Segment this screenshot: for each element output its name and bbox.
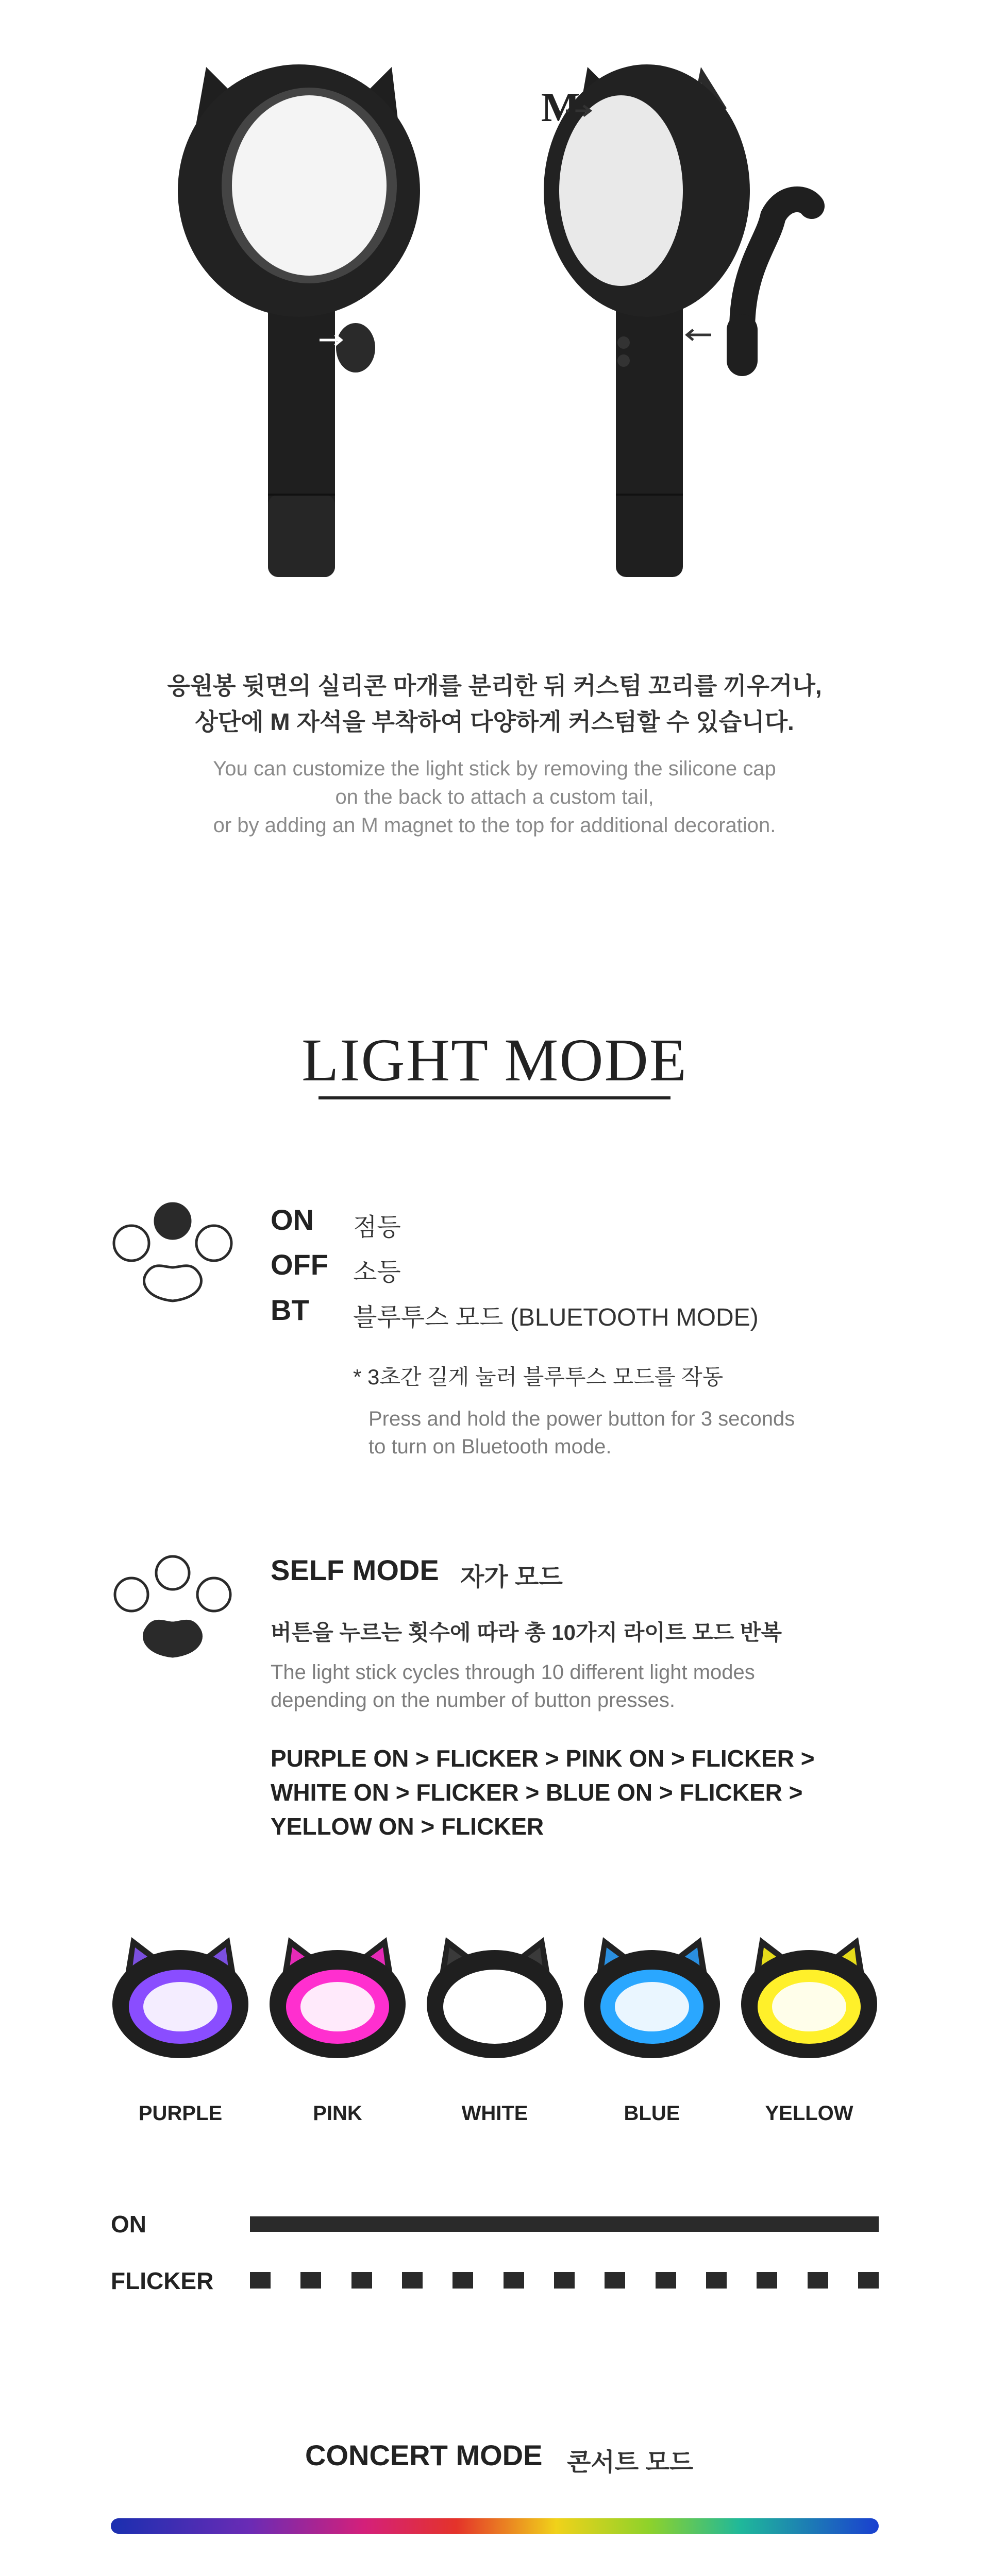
flicker-dash <box>351 2272 372 2289</box>
concert-gradient-bar <box>111 2518 879 2534</box>
light-mode-title: LIGHT MODE <box>301 1026 688 1094</box>
cat-head-white-image <box>423 1927 567 2066</box>
customize-caption-en-1: You can customize the light stick by removing the silicone cap <box>213 757 776 780</box>
color-variant-purple <box>108 1927 253 2133</box>
sequence-line-1: PURPLE ON > FLICKER > PINK ON > FLICKER > <box>271 1745 815 1772</box>
flicker-dash <box>757 2272 777 2289</box>
light-stick-front-image <box>178 64 420 577</box>
cat-head-blue-image <box>580 1927 724 2066</box>
mode-label-off: 소등 <box>353 1259 401 1286</box>
mode-key-bt: BT <box>271 1294 309 1326</box>
self-mode-title-ko: 자가 모드 <box>460 1564 563 1591</box>
flicker-dash <box>402 2272 423 2289</box>
flicker-dash <box>656 2272 676 2289</box>
legend-flicker-bar <box>250 2272 879 2289</box>
flicker-dash <box>808 2272 828 2289</box>
self-mode-desc-en-1: The light stick cycles through 10 different light modes <box>271 1661 755 1684</box>
sequence-line-3: YELLOW ON > FLICKER <box>271 1813 544 1840</box>
magnet-letter: M <box>541 85 580 130</box>
bt-note-en-1: Press and hold the power button for 3 seconds <box>368 1408 795 1430</box>
customize-caption-ko-1: 응원봉 뒷면의 실리콘 마개를 분리한 뒤 커스텀 꼬리를 끼우거나, <box>167 672 822 699</box>
cat-head-yellow-image <box>737 1927 881 2066</box>
customize-caption-en-3: or by adding an M magnet to the top for additional decoration. <box>213 814 776 837</box>
color-label-purple: PURPLE <box>138 2102 223 2125</box>
sequence-line-2: WHITE ON > FLICKER > BLUE ON > FLICKER > <box>271 1779 803 1806</box>
flicker-dash <box>858 2272 879 2289</box>
concert-mode-title-ko: 콘서트 모드 <box>567 2449 694 2476</box>
color-label-white: WHITE <box>461 2102 528 2125</box>
cat-head-pink-image <box>265 1927 410 2066</box>
flicker-dash <box>706 2272 727 2289</box>
color-variant-blue <box>580 1927 724 2133</box>
legend-on-label: ON <box>111 2211 146 2238</box>
legend-flicker-label: FLICKER <box>111 2267 214 2294</box>
paw-icon-self-mode <box>111 1553 234 1662</box>
flicker-dash <box>605 2272 625 2289</box>
flicker-dash <box>504 2272 524 2289</box>
self-mode-desc-ko: 버튼을 누르는 횟수에 따라 총 10가지 라이트 모드 반복 <box>271 1620 782 1645</box>
self-mode-title: SELF MODE <box>271 1554 439 1586</box>
product-illustration <box>0 0 989 592</box>
color-variant-pink <box>265 1927 410 2133</box>
color-label-yellow: YELLOW <box>765 2102 853 2125</box>
flicker-dash <box>250 2272 271 2289</box>
mode-key-off: OFF <box>271 1248 328 1281</box>
customize-caption-ko-2: 상단에 M 자석을 부착하여 다양하게 커스텀할 수 있습니다. <box>195 708 794 735</box>
mode-label-bt: 블루투스 모드 (BLUETOOTH MODE) <box>353 1304 759 1331</box>
color-variant-yellow <box>737 1927 881 2133</box>
light-stick-back-image <box>544 64 812 577</box>
color-variant-white <box>423 1927 567 2133</box>
self-mode-desc-en-2: depending on the number of button presses. <box>271 1689 675 1711</box>
mode-label-on: 점등 <box>353 1214 401 1241</box>
legend-on-bar <box>250 2216 879 2232</box>
mode-key-on: ON <box>271 1204 314 1236</box>
cat-head-purple-image <box>108 1927 253 2066</box>
flicker-dash <box>300 2272 321 2289</box>
bt-note-ko: * 3초간 길게 눌러 블루투스 모드를 작동 <box>353 1365 724 1389</box>
flicker-dash <box>554 2272 575 2289</box>
concert-mode-title: CONCERT MODE <box>305 2439 543 2471</box>
color-label-pink: PINK <box>313 2102 362 2125</box>
title-underline <box>319 1096 670 1099</box>
customize-caption-en-2: on the back to attach a custom tail, <box>335 786 654 808</box>
color-variants-row <box>0 1927 989 2133</box>
bt-note-en-2: to turn on Bluetooth mode. <box>368 1435 612 1458</box>
flicker-dash <box>452 2272 473 2289</box>
paw-icon-on-off-bt <box>111 1200 234 1303</box>
color-label-blue: BLUE <box>624 2102 680 2125</box>
